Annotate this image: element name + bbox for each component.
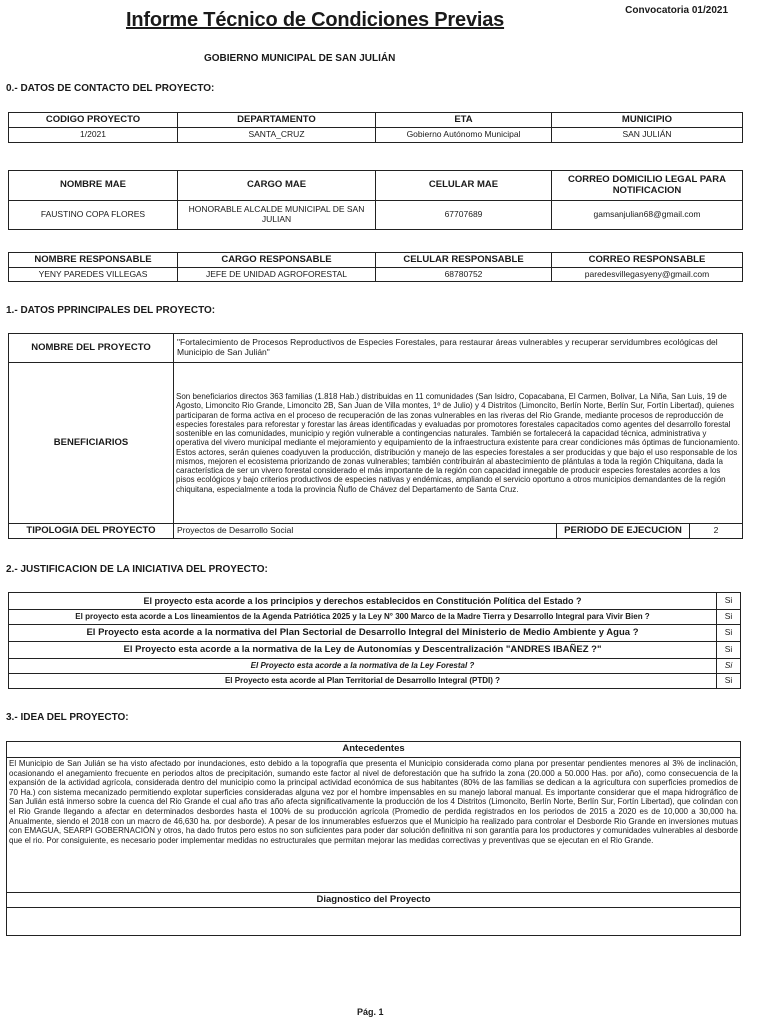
value-municipio: SAN JULIÁN — [552, 128, 743, 143]
value-correo-responsable: paredesvillegasyeny@gmail.com — [552, 268, 743, 282]
header-correo-mae: CORREO DOMICILIO LEGAL PARA NOTIFICACION — [552, 171, 743, 201]
section-3-title: 3.- IDEA DEL PROYECTO: — [6, 712, 129, 723]
diagnostico-content — [7, 908, 741, 936]
responsable-table — [8, 252, 743, 282]
justification-question: El proyecto esta acorde a los principios y derechos establecidos en Constitución Política del Estado ? — [9, 593, 717, 610]
value-eta: Gobierno Autónomo Municipal — [376, 128, 552, 143]
antecedentes-text: El Municipio de San Julián se ha visto afectado por inundaciones, esto debido a la topografía que presenta el Municipio considerada como plana por presentar pendientes menores al 3% de inclinación, ocasionando el anegamiento frecuente en periodos altos de precipitación, sumando este factor al nivel de deforestación que ha sufrido la zona (20.000 a 50.000 Has. por año), como consecuencia de la expansión de la actividad agrícola, considerada dentro del municipio como la principal actividad económica de sus habitantes (80% de las familias se dedican a la agricultura con superficies promedios de 70 Ha.) con sistema mecanizado permitiendo explotar superficies consideradas alguna vez por el hombre impensables en su manejo laboral manual. Es importante considerar que el mapa hidrográfico de San Julián está inmerso sobre la cuenca del Rio Grande el cual año tras año afecta significativamente la producción de los 4 Distritos (Limoncito, Berlín Norte, Berlín Sur, Fortín Libertad), que colindan con el Rio Grande llegando a afectar en determinados desbordes hasta el 100% de su producción agrícola (Promedio de perdida registrados en los periodos de 2015 a 2020 es de 10,000 a 30,000 ha. Anualmente, siendo el 2018 con un macro de 46,630 ha. por desborde). A pesar de los innumerables esfuerzos que el Municipio ha realizado para controlar el Desborde Rio Grande en inversiones mutuas con EMAGUA, SEARPI GOBERNACIÓN y otros, ha dado frutos pero estos no son suficientes para poder dar solución definitiva ni son garantía para los productores y comunidades vulnerables al desborde que el rio. Por consiguiente, es necesario poder implementar medidas no estructurales que permitan mejorar las medidas correctivas y preventivas que se ejecutan en el Rio Grande. — [7, 758, 741, 893]
justification-answer: Si — [717, 610, 741, 625]
header-nombre-responsable: NOMBRE RESPONSABLE — [9, 253, 178, 268]
header-eta: ETA — [376, 113, 552, 128]
value-celular-mae: 67707689 — [376, 201, 552, 230]
justification-question: El Proyecto esta acorde al Plan Territorial de Desarrollo Integral (PTDI) ? — [9, 674, 717, 689]
header-celular-mae: CELULAR MAE — [376, 171, 552, 201]
header-municipio: MUNICIPIO — [552, 113, 743, 128]
section-2-title: 2.- JUSTIFICACION DE LA INICIATIVA DEL PROYECTO: — [6, 564, 268, 575]
mae-table — [8, 170, 743, 230]
justification-answer: Si — [717, 642, 741, 659]
project-info-table — [8, 112, 743, 143]
justification-table — [8, 592, 741, 689]
header-cargo-mae: CARGO MAE — [178, 171, 376, 201]
convocatoria-label: Convocatoria 01/2021 — [625, 5, 728, 16]
project-idea-table — [6, 741, 741, 936]
page-title: Informe Técnico de Condiciones Previas — [126, 9, 505, 31]
value-codigo-proyecto: 1/2021 — [9, 128, 178, 143]
label-tipologia: TIPOLOGIA DEL PROYECTO — [9, 524, 174, 539]
project-main-data-table — [8, 333, 743, 539]
municipality-subtitle: GOBIERNO MUNICIPAL DE SAN JULIÁN — [204, 53, 396, 64]
label-periodo: PERIODO DE EJECUCION — [557, 524, 690, 539]
header-celular-responsable: CELULAR RESPONSABLE — [376, 253, 552, 268]
value-tipologia: Proyectos de Desarrollo Social — [174, 524, 557, 539]
section-0-title: 0.- DATOS DE CONTACTO DEL PROYECTO: — [6, 83, 215, 94]
justification-answer: Si — [717, 659, 741, 674]
value-correo-mae: gamsanjulian68@gmail.com — [552, 201, 743, 230]
header-nombre-mae: NOMBRE MAE — [9, 171, 178, 201]
value-nombre-proyecto: "Fortalecimiento de Procesos Reproductivos de Especies Forestales, para restaurar áreas vulnerables y recuperar servidumbres ecológicas del Municipio de San Julián" — [174, 334, 743, 363]
value-cargo-responsable: JEFE DE UNIDAD AGROFORESTAL — [178, 268, 376, 282]
justification-question: El Proyecto esta acorde a la normativa de la Ley Forestal ? — [9, 659, 717, 674]
value-cargo-mae: HONORABLE ALCALDE MUNICIPAL DE SAN JULIAN — [178, 201, 376, 230]
justification-answer: Si — [717, 674, 741, 689]
label-nombre-proyecto: NOMBRE DEL PROYECTO — [9, 334, 174, 363]
justification-answer: Si — [717, 593, 741, 610]
justification-question: El Proyecto esta acorde a la normativa del Plan Sectorial de Desarrollo Integral del Ministerio de Medio Ambiente y Agua ? — [9, 625, 717, 642]
antecedentes-header: Antecedentes — [7, 742, 741, 758]
justification-answer: Si — [717, 625, 741, 642]
justification-question: El Proyecto esta acorde a la normativa de la Ley de Autonomías y Descentralización "ANDRES IBAÑEZ ?" — [9, 642, 717, 659]
value-periodo: 2 — [690, 524, 743, 539]
header-cargo-responsable: CARGO RESPONSABLE — [178, 253, 376, 268]
label-beneficiarios: BENEFICIARIOS — [9, 363, 174, 524]
value-nombre-responsable: YENY PAREDES VILLEGAS — [9, 268, 178, 282]
header-correo-responsable: CORREO RESPONSABLE — [552, 253, 743, 268]
header-departamento: DEPARTAMENTO — [178, 113, 376, 128]
value-beneficiarios: Son beneficiarios directos 363 familias (1.818 Hab.) distribuidas en 11 comunidades (San Isidro, Copacabana, El Carmen, Bolivar, La Niña, San Luis, 19 de Agosto, Limoncito Rio Grande, Limoncito 2B, San Juan de Villa montes, 1º de Julio) y 4 Distritos (Limoncito, Berlín Norte, Berlín Sur, Fortín Libertad), quienes participaran de forma activa en el proceso de recuperación de las zonas vulnerables en las riveras del Rio Grande, mediante procesos de reproducción de especies forestales para reforestar y forestar las áreas identificadas y evaluadas por promotores forestales capacitados como agentes del desarrollo forestal sostenible en las comunidades, municipio y región vulnerable a contingencias naturales. También se fortalecerá la capacidad técnica, administrativa y operativa del vivero municipal mediante el mejoramiento y equipamiento de la infraestructura existente para crear condiciones más óptimas de funcionamiento. Estos actores, serán quienes coadyuven la producción, distribución y manejo de las especies forestales a ser producidas y que bajo el uso responsable de los mismos, mejoren el ecosistema priorizando de zonas vulnerables; también contribuirán al abastecimiento de plántulas a toda la región Chiquitana, dada la característica de ser un vivero forestal considerado el más importante de la región con capacidad innegable de producir especies forestales acordes a los pisos ecológicos y bajo criterios productivos de especies nativas y endémicas, ampliando el servicio oportuno a otros municipios demandantes de la región chiquitana, especialmente a toda la provincia Ñuflo de Chávez del Departamento de Santa Cruz. — [174, 363, 743, 524]
value-celular-responsable: 68780752 — [376, 268, 552, 282]
justification-question: El proyecto esta acorde a Los lineamientos de la Agenda Patriótica 2025 y la Ley N° 300 Marco de la Madre Tierra y Desarrollo Integral para Vivir Bien ? — [9, 610, 717, 625]
header-codigo-proyecto: CODIGO PROYECTO — [9, 113, 178, 128]
page-number: Pág. 1 — [357, 1007, 384, 1017]
diagnostico-header: Diagnostico del Proyecto — [7, 893, 741, 908]
section-1-title: 1.- DATOS PPRINCIPALES DEL PROYECTO: — [6, 305, 216, 316]
value-departamento: SANTA_CRUZ — [178, 128, 376, 143]
value-nombre-mae: FAUSTINO COPA FLORES — [9, 201, 178, 230]
